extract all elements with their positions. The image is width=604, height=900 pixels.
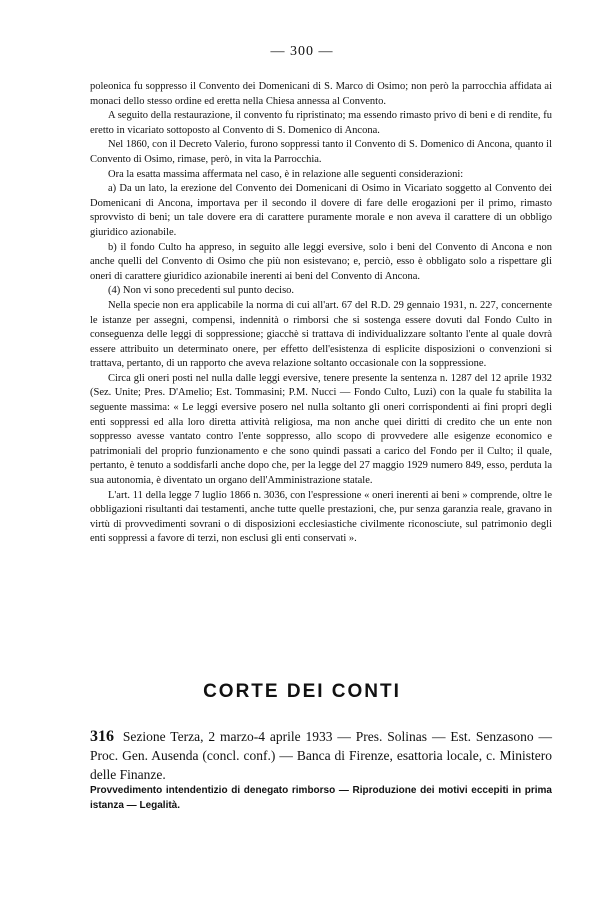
paragraph: poleonica fu soppresso il Convento dei Domenicani di S. Marco di Osimo; non però la parrocchia affidata ai monaci dello stesso ordine ed eretta nella Chiesa annessa al Convento. [90, 81, 552, 107]
case-summary: Provvedimento intendentizio di denegato rimborso — Riproduzione dei motivi eccepiti in prima istanza — Legalità. [90, 785, 552, 811]
paragraph: Circa gli oneri posti nel nulla dalle leggi eversive, tenere presente la sentenza n. 1287 del 12 aprile 1932 (Sez. Unite; Pres. D'Amelio; Est. Tommasini; P.M. Nucci — Fondo Culto, Luzi) con la quale fu stabilita la seguente massima: « Le leggi eversive posero nel nulla soltanto gli oneri corrispondenti ai fini propri degli enti soppressi ed alla loro diretta attività religiosa, ma non anche quei diritti di credito che un ente non soppresso avesse vantato contro l'ente soppresso, allo scopo di provvedere alle esigenze economico e patrimoniali del proprio funzionamento e che sono quindi passati a carico del Fondo per il Culto; il quale, pertanto, è tenuto a soddisfarli anche dopo che, per la legge del 27 maggio 1929 numero 849, esso, perduta la sua autonomia, è diventato un organo dell'Amministrazione statale. [90, 372, 552, 487]
paragraph: Nella specie non era applicabile la norma di cui all'art. 67 del R.D. 29 gennaio 1931, n. 227, concernente le istanze per assegni, compensi, indennità o rimborsi che si sostenga essere dovuti dal Fondo Culto in conseguenza delle leggi di soppressione; giacchè si trattava di individualizzare soltanto l'ente al quale dovrà essere attribuito un determinato onere, per effetto dell'esistenza di esplicite disposizioni o convenzioni si trattava, pertanto, di un rapporto che aveva relazione soltanto occasionale con la soppressione. [90, 299, 552, 370]
paragraph: a) Da un lato, la erezione del Convento dei Domenicani di Osimo in Vicariato soggetto al Convento dei Domenicani di Ancona, importava per il secondo il dovere di fare delle erogazioni per il primo, rimasto sprovvisto di beni; un tale dovere era di carattere puramente morale e non aveva il carattere di un obbligo giuridico azionabile. [90, 183, 552, 238]
footnote-paragraph: (4) Non vi sono precedenti sul punto deciso. [108, 285, 295, 297]
paragraph: Nel 1860, con il Decreto Valerio, furono soppressi tanto il Convento di S. Domenico di Ancona, quanto il Convento di Osimo, rimase, però, in vita la Parrocchia. [90, 139, 552, 165]
paragraph: Ora la esatta massima affermata nel caso, è in relazione alle seguenti considerazioni: [108, 168, 464, 180]
case-text: Sezione Terza, 2 marzo-4 aprile 1933 — Pres. Solinas — Est. Senzasono — Proc. Gen. Ausenda (concl. conf.) — Banca di Firenze, esattoria locale, c. Ministero delle Finanze. [90, 729, 553, 782]
section-title: CORTE DEI CONTI [203, 681, 401, 702]
paragraph: A seguito della restaurazione, il convento fu ripristinato; ma essendo rimasto privo di beni e di rendite, fu eretto in vicariato sottoposto al Convento di S. Domenico di Ancona. [90, 110, 552, 136]
case-number: 316 [90, 728, 114, 745]
body-text [90, 80, 552, 547]
paragraph: b) il fondo Culto ha appreso, in seguito alle leggi eversive, solo i beni del Convento di Ancona e non anche quelli del Convento di Osimo che più non esistevano; e, perciò, esso è obbligato solo a rispettare gli oneri di carattere giuridico azionabile inerenti ai beni del Convento di Ancona. [90, 241, 552, 282]
case-heading [90, 727, 552, 784]
page-number: — 300 — [270, 44, 334, 59]
paragraph: L'art. 11 della legge 7 luglio 1866 n. 3036, con l'espressione « oneri inerenti ai beni » comprende, oltre le obbligazioni risultanti dai testamenti, anche tutte quelle prestazioni, che, pur senza garanzia reale, gravano in virtù di provvedimenti sovrani o di disposizioni ecclesiastiche civilmente riconosciute, sul patrimonio degli enti soppressi a favore di terzi, non esclusi gli enti conservati ». [90, 489, 552, 545]
